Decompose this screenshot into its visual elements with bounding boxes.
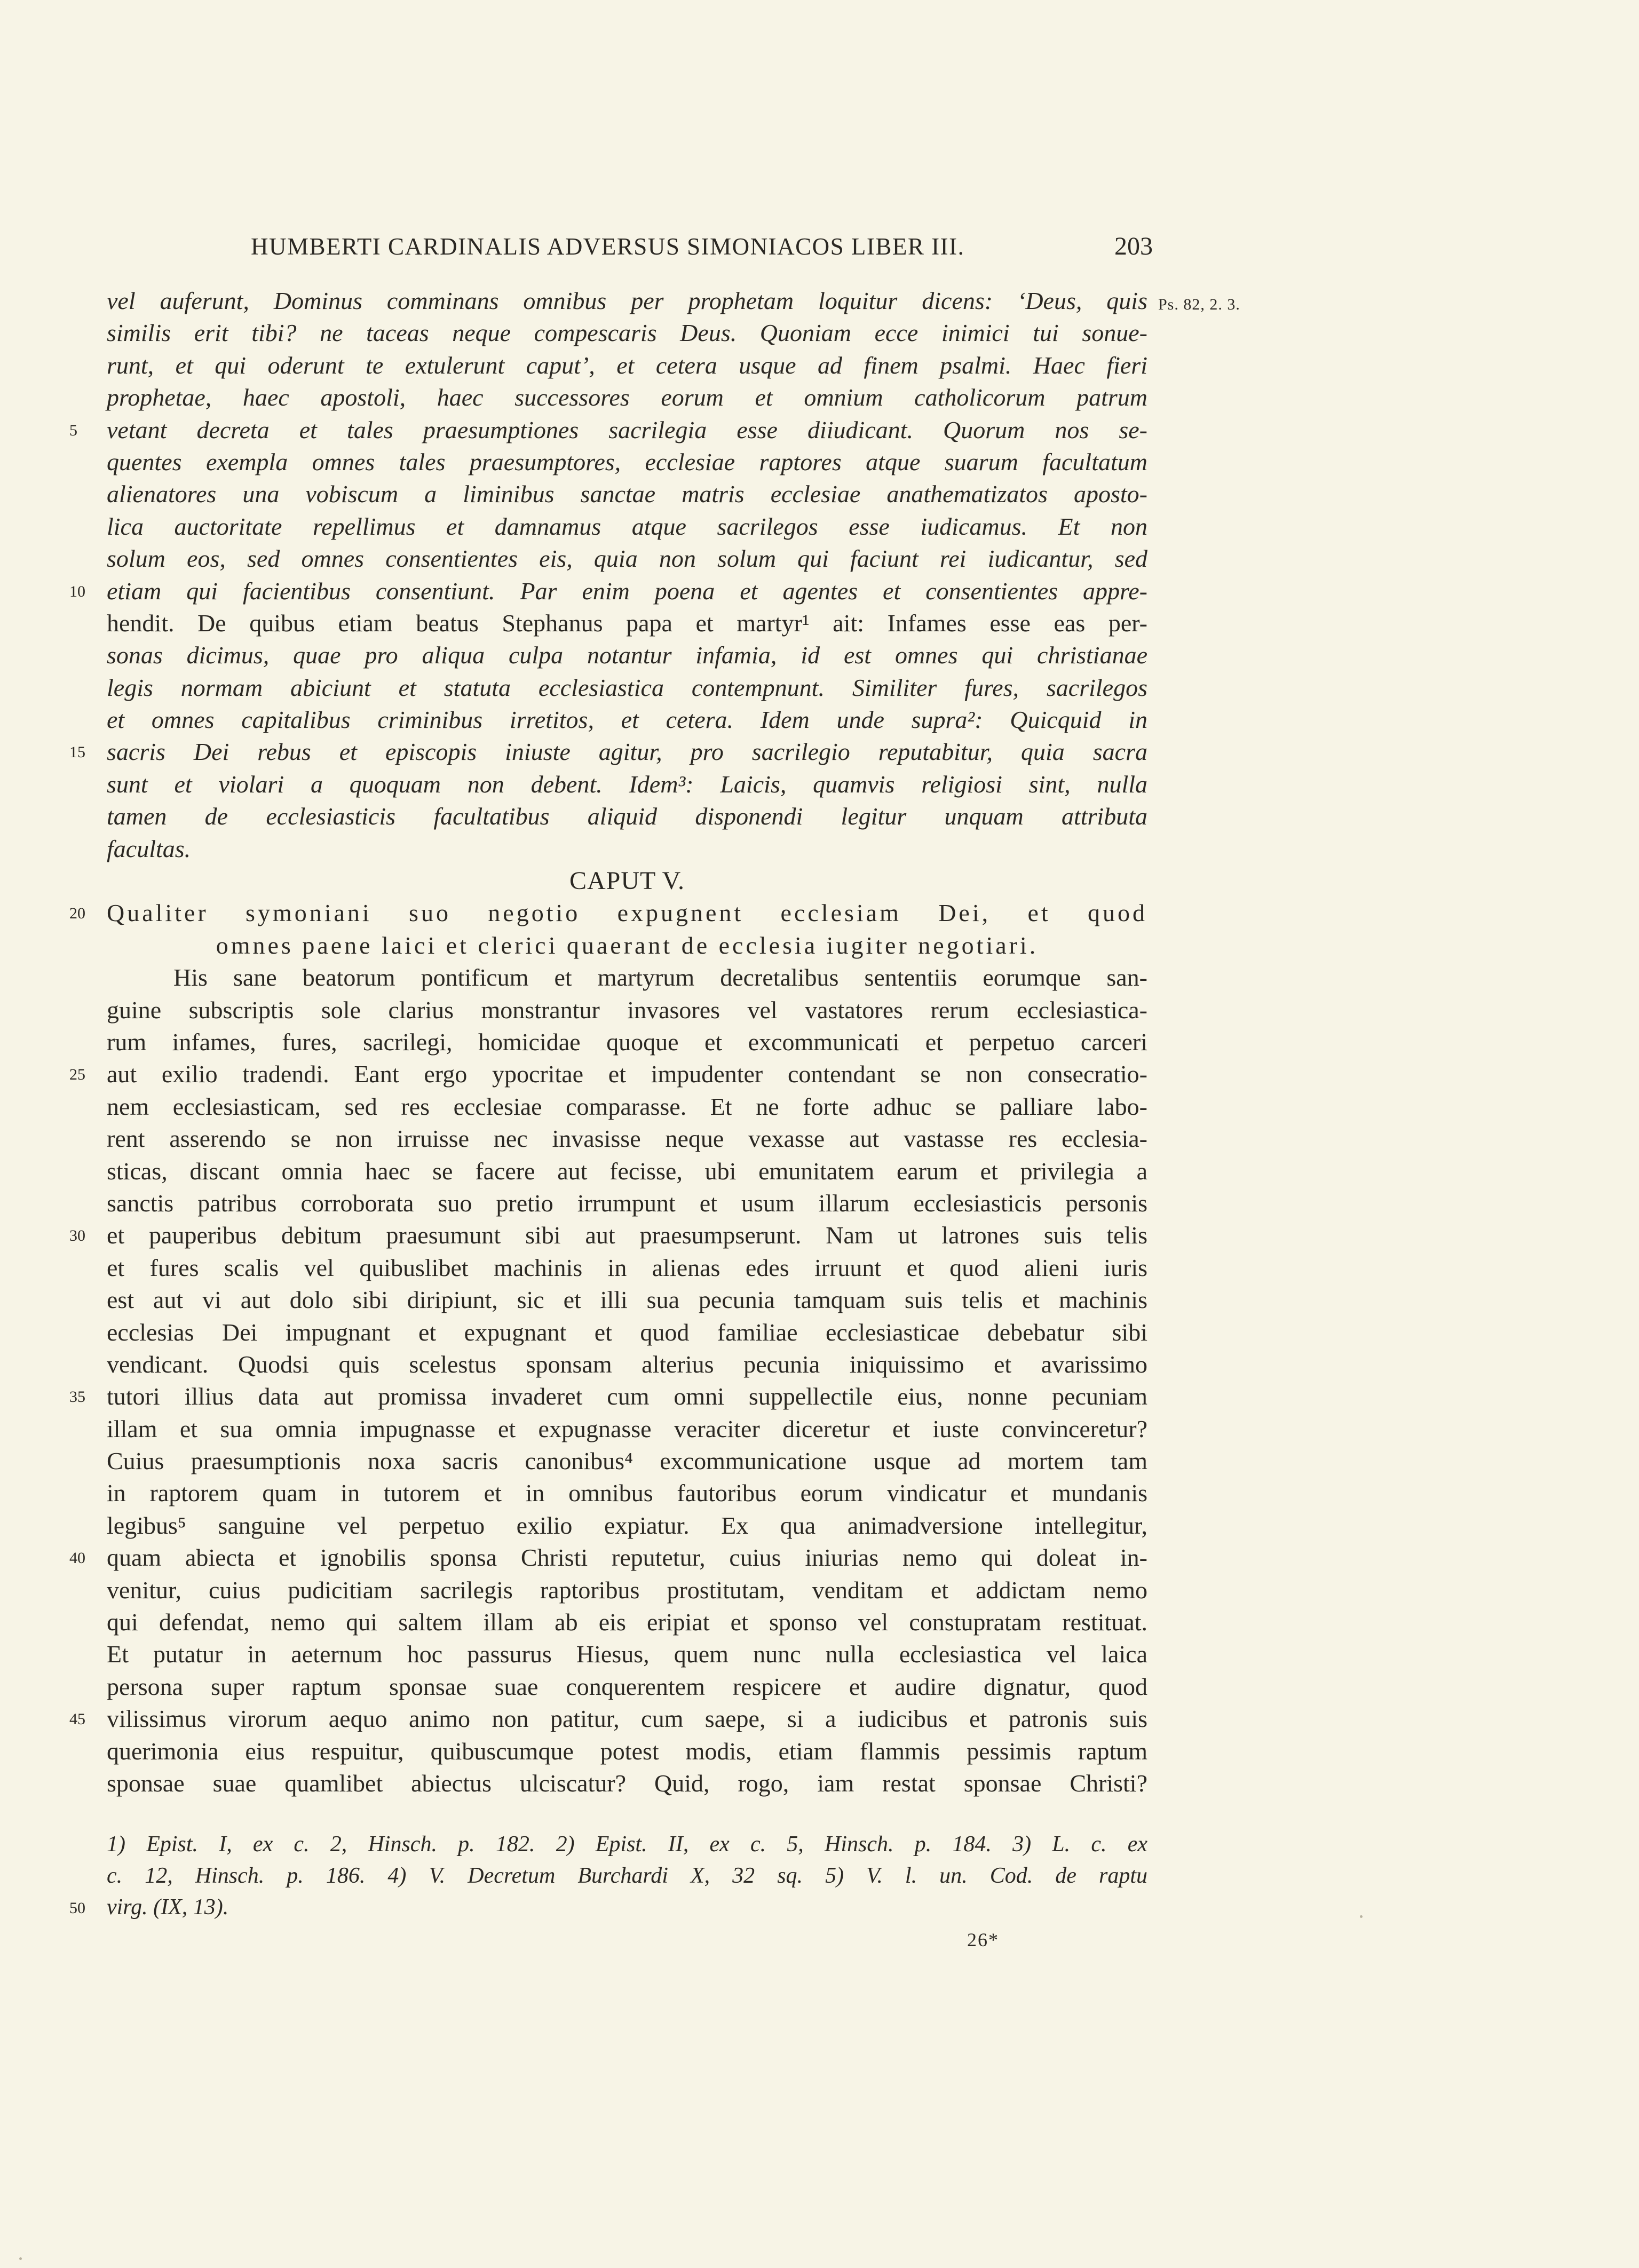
text-line: Et putatur in aeternum hoc passurus Hiesus, quem nunc nulla ecclesiastica vel laica	[107, 1640, 1147, 1668]
footnote-line: 50 virg. (IX, 13).	[107, 1892, 1147, 1923]
text-line: venitur, cuius pudicitiam sacrilegis raptoribus prostitutam, venditam et addictam nemo	[107, 1576, 1147, 1604]
text-line: ecclesias Dei impugnant et expugnant et quod familiae ecclesiasticae debebatur sibi	[107, 1318, 1147, 1346]
main-text	[69, 285, 1147, 1799]
footnote-line: c. 12, Hinsch. p. 186. 4) V. Decretum Burchardi X, 32 sq. 5) V. l. un. Cod. de raptu	[107, 1863, 1147, 1888]
text-line: Cuius praesumptionis noxa sacris canonibus⁴ excommunicatione usque ad mortem tam	[107, 1447, 1147, 1475]
text-line: prophetae, haec apostoli, haec successores eorum et omnium catholicorum patrum	[107, 384, 1147, 411]
footnote-line: 1) Epist. I, ex c. 2, Hinsch. p. 182. 2) Epist. II, ex c. 5, Hinsch. p. 184. 3) L. c. ex	[107, 1832, 1147, 1857]
chapter-heading: CAPUT V.	[569, 867, 685, 895]
paper-speck	[1360, 1915, 1363, 1918]
text-line: persona super raptum sponsae suae conquerentem respicere et audire dignatur, quod	[107, 1672, 1147, 1700]
text-line: guine subscriptis sole clarius monstrantur invasores vel vastatores rerum ecclesiastica-	[107, 996, 1147, 1024]
text-line: facultas.	[107, 835, 191, 862]
text-line: et fures scalis vel quibuslibet machinis in alienas edes irruunt et quod alieni iuris	[107, 1254, 1147, 1281]
line-number: 45	[69, 1710, 85, 1728]
text-line: 30 et pauperibus debitum praesumunt sibi aut praesumpserunt. Nam ut latrones suis telis	[107, 1219, 1147, 1251]
paper-speck	[19, 2257, 22, 2260]
chapter-rubric-line: omnes paene laici et clerici quaerant de ecclesia iugiter negotiari.	[216, 931, 1039, 959]
margin-reference: Ps. 82, 2. 3.	[1158, 296, 1240, 313]
text-line: sticas, discant omnia haec se facere aut fecisse, ubi emunitatem earum et privilegia a	[107, 1157, 1147, 1185]
page-number: 203	[1114, 232, 1153, 260]
text-line: rum infames, fures, sacrilegi, homicidae quoque et excommunicati et perpetuo carceri	[107, 1028, 1147, 1056]
text-line: 25 aut exilio tradendi. Eant ergo ypocritae et impudenter contendant se non consecratio-	[107, 1058, 1147, 1090]
text-line: querimonia eius respuitur, quibuscumque potest modis, etiam flammis pessimis raptum	[107, 1737, 1147, 1765]
text-line: quentes exempla omnes tales praesumptores, ecclesiae raptores atque suarum facultatum	[107, 448, 1147, 475]
text-line: similis erit tibi? ne taceas neque compescaris Deus. Quoniam ecce inimici tui sonue-	[107, 319, 1147, 347]
text-line: sunt et violari a quoquam non debent. Idem³: Laicis, quamvis religiosi sint, nulla	[107, 770, 1147, 798]
text-line: solum eos, sed omnes consentientes eis, quia non solum qui faciunt rei iudicantur, sed	[107, 545, 1147, 573]
line-number: 40	[69, 1549, 85, 1567]
text-line: sponsae suae quamlibet abiectus ulciscatur? Quid, rogo, iam restat sponsae Christi?	[107, 1769, 1147, 1797]
text-line: runt, et qui oderunt te extulerunt caput’, et cetera usque ad finem psalmi. Haec fieri	[107, 351, 1147, 379]
text-line: 35 tutori illius data aut promissa invaderet cum omni suppellectile eius, nonne pecuniam	[107, 1381, 1147, 1413]
text-line: et omnes capitalibus criminibus irretitos, et cetera. Idem unde supra²: Quicquid in	[107, 706, 1147, 734]
running-title: HUMBERTI CARDINALIS ADVERSUS SIMONIACOS LIBER III.	[251, 233, 965, 260]
text-line: rent asserendo se non irruisse nec invasisse neque vexasse aut vastasse res ecclesia-	[107, 1125, 1147, 1153]
text-line: nem ecclesiasticam, sed res ecclesiae comparasse. Et ne forte adhuc se palliare labo-	[107, 1092, 1147, 1120]
line-number: 20	[69, 905, 85, 923]
line-number: 30	[69, 1227, 85, 1245]
text-line: est aut vi aut dolo sibi diripiunt, sic et illi sua pecunia tamquam suis telis et machinis	[107, 1286, 1147, 1314]
text-line: illam et sua omnia impugnasse et expugnasse veraciter diceretur et iuste convinceretur?	[107, 1415, 1147, 1442]
line-number: 50	[69, 1899, 85, 1917]
text-line: qui defendat, nemo qui saltem illam ab eis eripiat et sponso vel constupratam restituat.	[107, 1608, 1147, 1636]
text-line: vendicant. Quodsi quis scelestus sponsam alterius pecunia iniquissimo et avarissimo	[107, 1350, 1147, 1378]
text-line: 45 vilissimus virorum aequo animo non patitur, cum saepe, si a iudicibus et patronis suis	[107, 1703, 1147, 1735]
line-number: 25	[69, 1066, 85, 1084]
text-line: tamen de ecclesiasticis facultatibus aliquid disponendi legitur unquam attributa	[107, 803, 1147, 830]
line-number: 35	[69, 1388, 85, 1406]
text-line: His sane beatorum pontificum et martyrum decretalibus sententiis eorumque san-	[173, 964, 1147, 992]
text-line: alienatores una vobiscum a liminibus sanctae matris ecclesiae anathematizatos aposto-	[107, 480, 1147, 508]
footnotes	[69, 1829, 1147, 1923]
line-number: 10	[69, 582, 85, 600]
text-line: in raptorem quam in tutorem et in omnibus fautoribus eorum vindicatur et mundanis	[107, 1479, 1147, 1507]
line-number: 5	[69, 421, 77, 439]
line-number: 15	[69, 743, 85, 762]
text-line: legibus⁵ sanguine vel perpetuo exilio expiatur. Ex qua animadversione intellegitur,	[107, 1511, 1147, 1539]
text-line: 40 quam abiecta et ignobilis sponsa Christi reputetur, cuius iniurias nemo qui doleat in-	[107, 1542, 1147, 1574]
text-line: lica auctoritate repellimus et damnamus atque sacrilegos esse iudicamus. Et non	[107, 512, 1147, 540]
text-line: hendit. De quibus etiam beatus Stephanus papa et martyr¹ ait: Infames esse eas per-	[107, 609, 1147, 637]
chapter-rubric-line: 20 Qualiter symoniani suo negotio expugnent ecclesiam Dei, et quod	[107, 897, 1147, 929]
printer-signature: 26*	[967, 1929, 999, 1950]
text-line: 10 etiam qui facientibus consentiunt. Par enim poena et agentes et consentientes appre-	[107, 575, 1147, 607]
page-header	[251, 231, 1153, 263]
text-line: vel auferunt, Dominus comminans omnibus per prophetam loquitur dicens: ‘Deus, quis	[107, 287, 1147, 314]
text-line: 5 vetant decreta et tales praesumptiones sacrilegia esse diiudicant. Quorum nos se-	[107, 414, 1147, 446]
text-line: 15 sacris Dei rebus et episcopis iniuste agitur, pro sacrilegio reputabitur, quia sacra	[107, 736, 1147, 768]
text-line: legis normam abiciunt et statuta ecclesiastica contempnunt. Similiter fures, sacrilegos	[107, 673, 1147, 701]
text-line: sonas dicimus, quae pro aliqua culpa notantur infamia, id est omnes qui christianae	[107, 641, 1147, 669]
text-line: sanctis patribus corroborata suo pretio irrumpunt et usum illarum ecclesiasticis personis	[107, 1189, 1147, 1217]
